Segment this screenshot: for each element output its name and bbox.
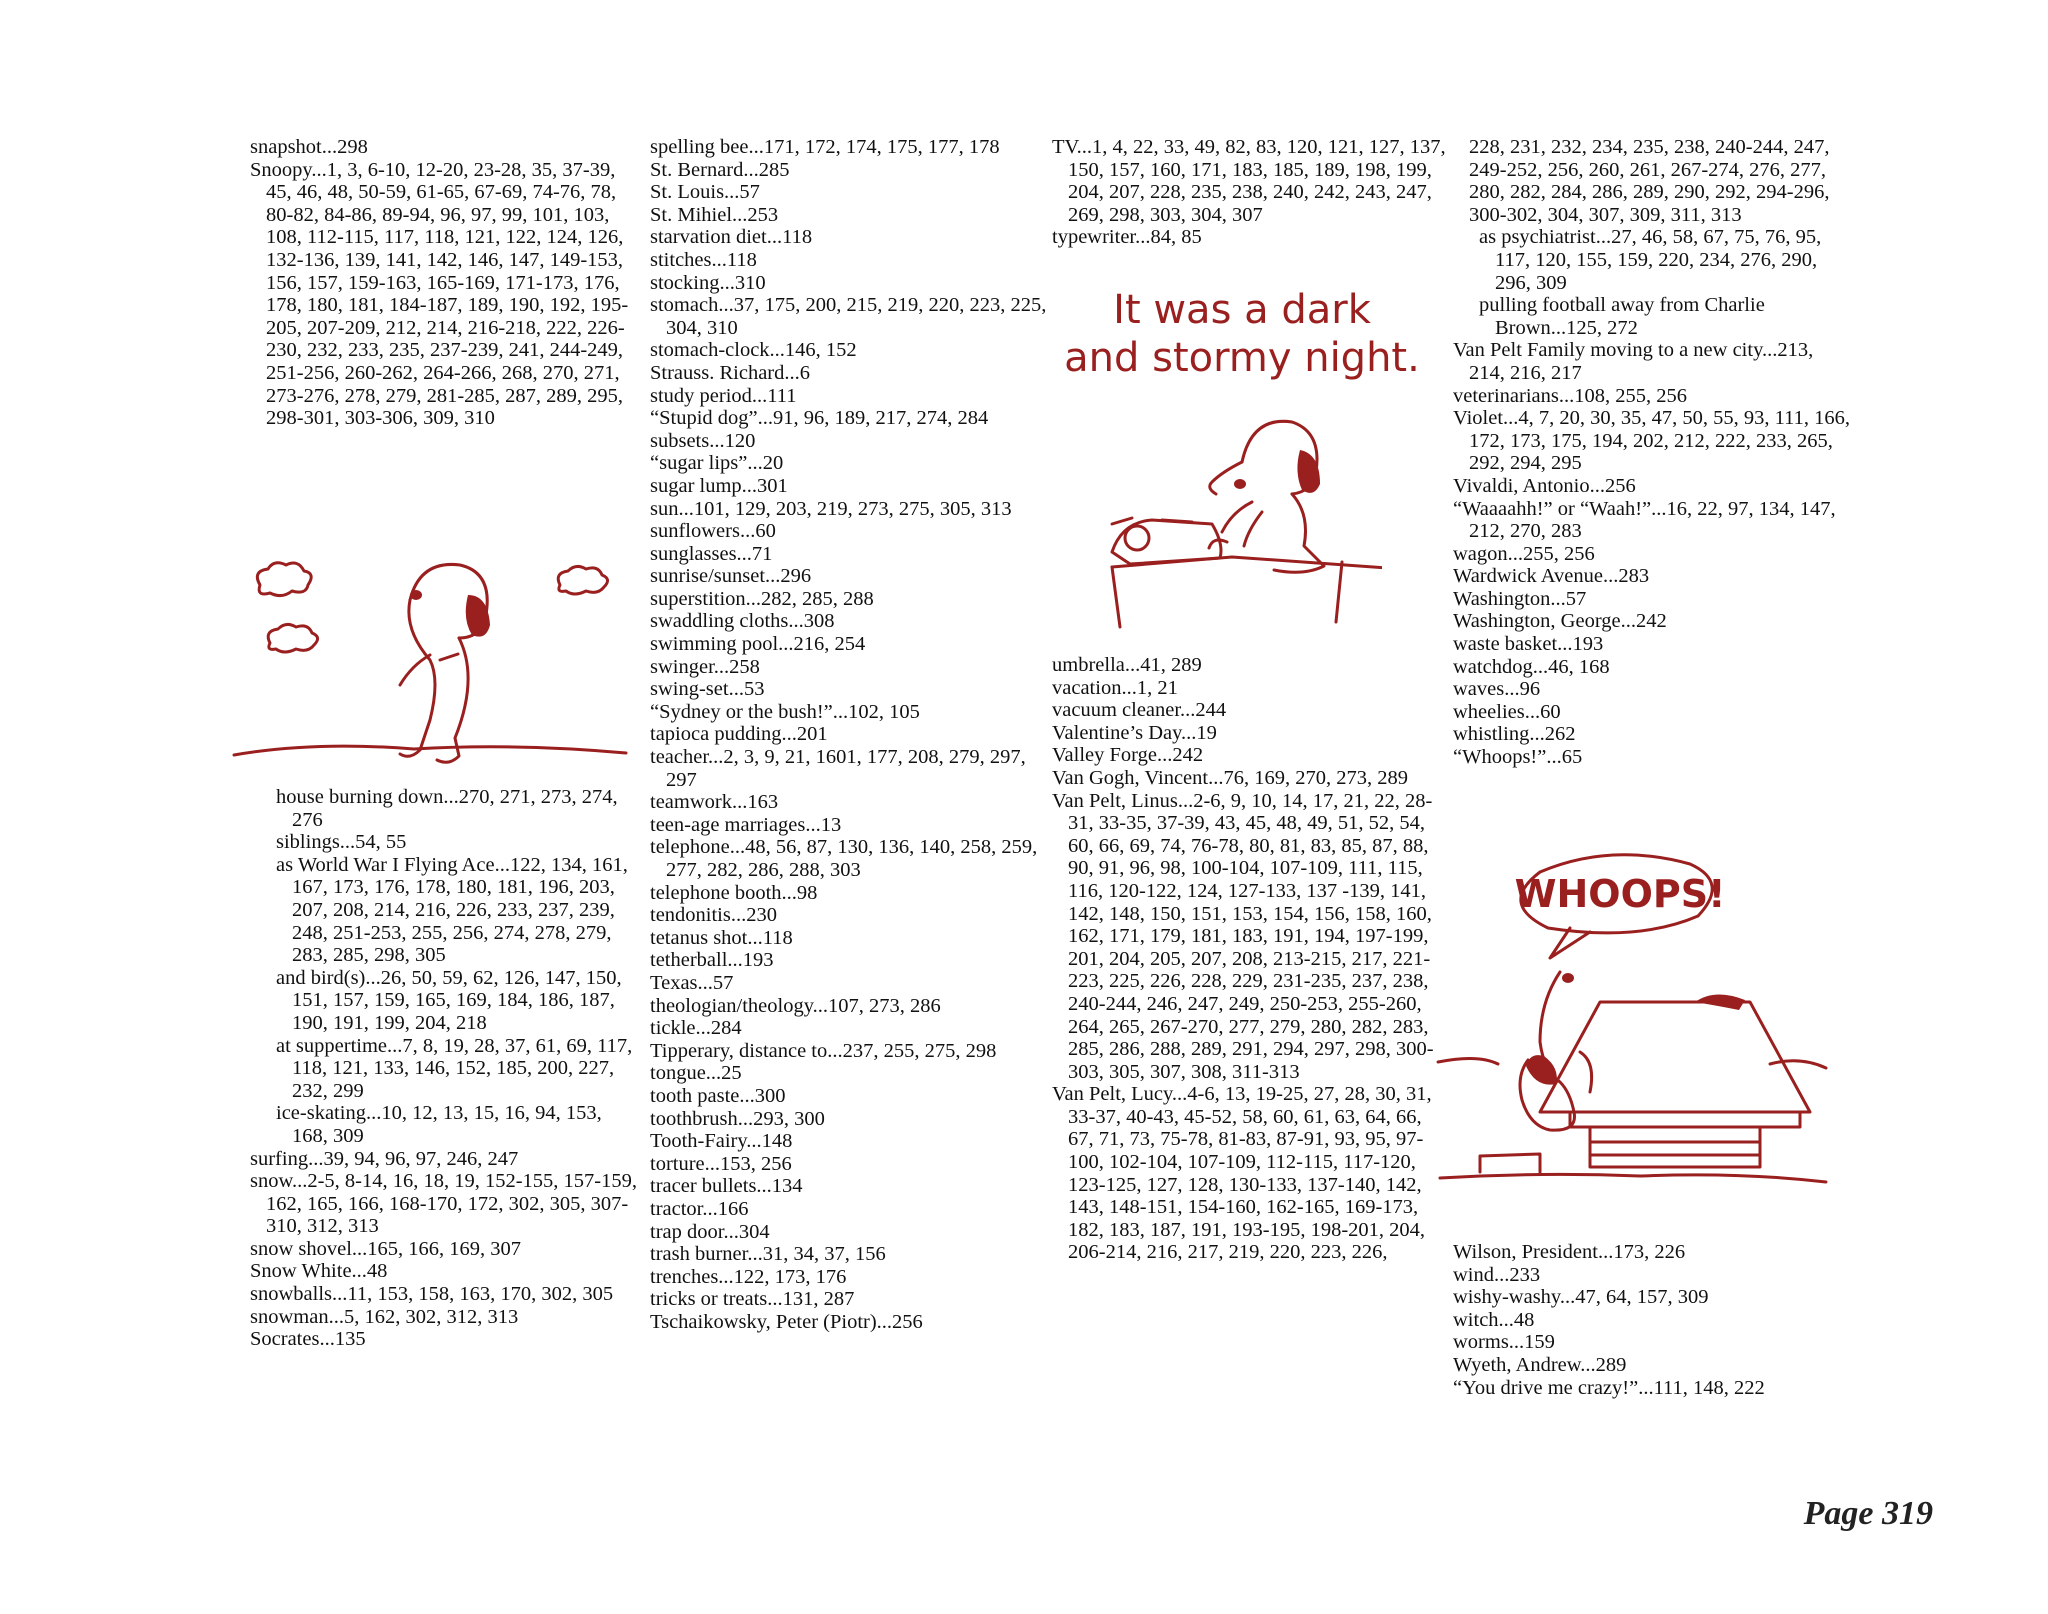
index-column-4-top — [1453, 136, 1853, 769]
index-entry: surfing...39, 94, 96, 97, 246, 247 — [250, 1147, 519, 1170]
index-entry: telephone...48, 56, 87, 130, 136, 140, 258, 259, 277, 282, 286, 288, 303 — [650, 836, 1038, 881]
index-entry: TV...1, 4, 22, 33, 49, 82, 83, 120, 121, 127, 137, 150, 157, 160, 171, 183, 185, 189, 198, 199, 204, 207, 228, 235, 238, 240, 242, 243, 247, 269, 298, 303, 304, 307 — [1052, 136, 1446, 226]
ground-line — [1440, 1174, 1826, 1182]
index-entry: Tooth-Fairy...148 — [650, 1130, 793, 1153]
index-entry: trash burner...31, 34, 37, 156 — [650, 1243, 886, 1266]
index-subentry: siblings...54, 55 — [276, 831, 407, 854]
index-entry: teamwork...163 — [650, 791, 779, 814]
index-entry: snowman...5, 162, 302, 312, 313 — [250, 1305, 519, 1328]
index-entry: 228, 231, 232, 234, 235, 238, 240-244, 247, 249-252, 256, 260, 261, 267-274, 276, 277, 280, 282, 284, 286, 289, 290, 292, 294-296, 300-302, 304, 307, 309, 311, 313 — [1469, 136, 1830, 226]
index-entry: telephone booth...98 — [650, 881, 818, 904]
index-entry: “You drive me crazy!”...111, 148, 222 — [1453, 1376, 1765, 1399]
index-entry: Tschaikowsky, Peter (Piotr)...256 — [650, 1310, 923, 1333]
woodstock-nest — [1695, 994, 1745, 1010]
index-entry: worms...159 — [1453, 1331, 1555, 1354]
index-entry: tickle...284 — [650, 1017, 742, 1040]
caption-line-1: It was a dark — [1113, 287, 1371, 333]
index-entry: Tipperary, distance to...237, 255, 275, 298 — [650, 1039, 997, 1062]
index-entry: wind...233 — [1453, 1263, 1541, 1286]
index-entry: snow...2-5, 8-14, 16, 18, 19, 152-155, 157-159, 162, 165, 166, 168-170, 172, 302, 305, 307-310, 312, 313 — [250, 1170, 638, 1238]
index-entry: “Whoops!”...65 — [1453, 746, 1583, 769]
index-entry: Vivaldi, Antonio...256 — [1453, 474, 1636, 497]
snoopy-ear — [1526, 1055, 1557, 1085]
index-column-1-bottom — [250, 786, 640, 1351]
index-entry: trenches...122, 173, 176 — [650, 1265, 847, 1288]
index-entry: spelling bee...171, 172, 174, 175, 177, 178 — [650, 136, 1000, 158]
index-entry: Washington...57 — [1453, 587, 1587, 610]
index-entry: “Stupid dog”...91, 96, 189, 217, 274, 284 — [650, 407, 989, 430]
index-entry: superstition...282, 285, 288 — [650, 587, 874, 610]
index-entry: Van Gogh, Vincent...76, 169, 270, 273, 289 — [1052, 766, 1408, 789]
index-entry: stocking...310 — [650, 271, 766, 294]
index-entry: study period...111 — [650, 384, 797, 407]
index-entry: stomach...37, 175, 200, 215, 219, 220, 223, 225, 304, 310 — [650, 294, 1047, 339]
index-entry: theologian/theology...107, 273, 286 — [650, 994, 941, 1017]
index-subentry: ice-skating...10, 12, 13, 15, 16, 94, 153, 168, 309 — [276, 1102, 602, 1147]
index-entry: Van Pelt, Linus...2-6, 9, 10, 14, 17, 21, 22, 28-31, 33-35, 37-39, 43, 45, 48, 49, 51, 52, 54, 60, 66, 69, 74, 76-78, 80, 81, 83, 85, 87, 88, 90, 91, 96, 98, 100-104, 107-109, 111, 115, 116, 120-122, 124, 127-133, 137 -139, 141, 142, 148, 150, 151, 153, 154, 156, 158, 160, 162, 171, 179, 181, 183, 191, 194, 197-199, 201, 204, 205, 207, 208, 213-215, 217, 221-223, 225, 226, 228, 229, 231-235, 237, 238, 240-244, 246, 247, 249, 250-253, 255-260, 264, 265, 267-270, 277, 279, 280, 282, 283, 285, 286, 288, 289, 291, 294, 297, 298, 300-303, 305, 307, 308, 311-313 — [1052, 789, 1434, 1083]
typewriter-icon — [1112, 520, 1221, 564]
index-entry: Wardwick Avenue...283 — [1453, 565, 1650, 588]
index-entry: whistling...262 — [1453, 723, 1576, 746]
index-entry: snapshot...298 — [250, 136, 368, 158]
index-entry: snow shovel...165, 166, 169, 307 — [250, 1237, 522, 1260]
index-entry: Violet...4, 7, 20, 30, 35, 47, 50, 55, 93, 111, 166, 172, 173, 175, 194, 202, 212, 222, 233, 265, 292, 294, 295 — [1453, 407, 1850, 475]
index-entry: St. Mihiel...253 — [650, 203, 779, 226]
index-entry: starvation diet...118 — [650, 226, 813, 249]
index-entry: sunflowers...60 — [650, 520, 776, 543]
index-entry: “Sydney or the bush!”...102, 105 — [650, 700, 920, 723]
index-entry: teen-age marriages...13 — [650, 813, 842, 836]
cloud-right — [558, 566, 607, 594]
index-entry: Snow White...48 — [250, 1260, 388, 1283]
index-entry: swing-set...53 — [650, 678, 765, 701]
index-entry: sunglasses...71 — [650, 542, 773, 565]
index-entry: wishy-washy...47, 64, 157, 309 — [1453, 1286, 1709, 1309]
index-subentry: as psychiatrist...27, 46, 58, 67, 75, 76, 95, 117, 120, 155, 159, 220, 234, 276, 290, 296, 309 — [1479, 226, 1822, 294]
index-entry: waves...96 — [1453, 678, 1541, 701]
index-entry: Valentine’s Day...19 — [1052, 721, 1217, 744]
index-entry: watchdog...46, 168 — [1453, 655, 1610, 678]
index-entry: Van Pelt, Lucy...4-6, 13, 19-25, 27, 28, 30, 31, 33-37, 40-43, 45-52, 58, 60, 61, 63, 64, 66, 67, 71, 73, 75-78, 81-83, 87-91, 93, 95, 97-100, 102-104, 107-109, 112-115, 117-120, 123-125, 127, 128, 130-133, 137-140, 142, 143, 148-151, 154-160, 162-165, 169-173, 182, 183, 187, 191, 193-195, 198-201, 204, 206-214, 216, 217, 219, 220, 223, 226, — [1052, 1083, 1432, 1264]
index-entry: swimming pool...216, 254 — [650, 633, 866, 656]
index-entry: snowballs...11, 153, 158, 163, 170, 302, 305 — [250, 1283, 614, 1306]
index-subentry: at suppertime...7, 8, 19, 28, 37, 61, 69, 117, 118, 121, 133, 146, 152, 185, 200, 227, 232, 299 — [276, 1034, 633, 1102]
dark-and-stormy-night-caption — [1052, 286, 1432, 382]
index-subentry: as World War I Flying Ace...122, 134, 161, 167, 173, 176, 178, 180, 181, 196, 203, 207, 208, 214, 216, 226, 233, 237, 239, 248, 251-253, 255, 256, 274, 278, 279, 283, 285, 298, 305 — [276, 853, 628, 967]
index-entry: stitches...118 — [650, 248, 757, 271]
index-entry: tricks or treats...131, 287 — [650, 1288, 855, 1311]
index-entry: swaddling cloths...308 — [650, 610, 835, 633]
index-entry: tongue...25 — [650, 1062, 742, 1085]
ground-line — [234, 746, 626, 755]
index-entry: Strauss. Richard...6 — [650, 361, 810, 384]
index-entry: typewriter...84, 85 — [1052, 226, 1202, 249]
whoops-doghouse-illustration — [1430, 852, 1830, 1227]
page-number: Page 319 — [1803, 1495, 1933, 1532]
index-entry: swinger...258 — [650, 655, 760, 678]
index-entry: tracer bullets...134 — [650, 1175, 803, 1198]
index-entry: wagon...255, 256 — [1453, 542, 1595, 565]
index-entry: “sugar lips”...20 — [650, 452, 784, 475]
index-entry: Texas...57 — [650, 971, 734, 994]
index-entry: toothbrush...293, 300 — [650, 1107, 825, 1130]
snoopy-typewriter-illustration — [1052, 392, 1382, 642]
index-entry: Wilson, President...173, 226 — [1453, 1241, 1686, 1263]
snoopy-nose — [410, 590, 422, 600]
index-entry: trap door...304 — [650, 1220, 770, 1243]
index-entry: tetherball...193 — [650, 949, 774, 972]
index-entry: Socrates...135 — [250, 1328, 366, 1351]
index-column-4-bottom — [1453, 1241, 1853, 1399]
index-entry: tooth paste...300 — [650, 1084, 786, 1107]
snoopy-nose — [1234, 479, 1246, 489]
index-entry: Snoopy...1, 3, 6-10, 12-20, 23-28, 35, 37-39, 45, 46, 48, 50-59, 61-65, 67-69, 74-76, 78, 80-82, 84-86, 89-94, 96, 97, 99, 101, 103, 108, 112-115, 117, 118, 121, 122, 124, 126, 132-136, 139, 141, 142, 146, 147, 149-153, 156, 157, 159-163, 165-169, 171-173, 176, 178, 180, 181, 184-187, 189, 190, 192, 195-205, 207-209, 212, 214, 216-218, 222, 226-230, 232, 233, 235, 237-239, 241, 244-249, 251-256, 260-262, 264-266, 268, 270, 271, 273-276, 278, 279, 281-285, 287, 289, 295, 298-301, 303-306, 309, 310 — [250, 158, 629, 430]
index-entry: waste basket...193 — [1453, 633, 1604, 656]
index-entry: “Waaaahh!” or “Waah!”...16, 22, 97, 134, 147, 212, 270, 283 — [1453, 497, 1836, 543]
index-entry: Van Pelt Family moving to a new city...213, 214, 216, 217 — [1453, 339, 1814, 384]
index-entry: Washington, George...242 — [1453, 610, 1667, 633]
index-entry: sugar lump...301 — [650, 474, 788, 497]
index-entry: St. Louis...57 — [650, 181, 760, 204]
index-subentry: pulling football away from Charlie Brown...125, 272 — [1479, 294, 1765, 339]
index-entry: tapioca pudding...201 — [650, 723, 828, 746]
cloud-lower — [268, 624, 317, 652]
index-subentry: and bird(s)...26, 50, 59, 62, 126, 147, 150, 151, 157, 159, 165, 169, 184, 186, 187, 190, 191, 199, 204, 218 — [276, 966, 622, 1034]
doghouse — [1540, 1002, 1810, 1112]
index-entry: subsets...120 — [650, 429, 756, 452]
index-entry: stomach-clock...146, 152 — [650, 339, 857, 362]
index-entry: witch...48 — [1453, 1308, 1535, 1331]
caption-line-2: and stormy night. — [1064, 335, 1420, 381]
index-entry: teacher...2, 3, 9, 21, 1601, 177, 208, 279, 297, 297 — [650, 746, 1026, 791]
index-entry: torture...153, 256 — [650, 1152, 792, 1175]
index-column-3-top — [1052, 136, 1452, 249]
index-entry: veterinarians...108, 255, 256 — [1453, 384, 1687, 407]
index-entry: tetanus shot...118 — [650, 926, 793, 949]
cloud-left — [257, 563, 311, 596]
index-entry: sunrise/sunset...296 — [650, 565, 812, 588]
index-subentry: house burning down...270, 271, 273, 274, 276 — [276, 786, 618, 831]
index-entry: tractor...166 — [650, 1197, 749, 1220]
index-column-3-bottom — [1052, 654, 1452, 1264]
index-entry: St. Bernard...285 — [650, 158, 790, 181]
index-entry: sun...101, 129, 203, 219, 273, 275, 305, 313 — [650, 497, 1012, 520]
index-entry: vacation...1, 21 — [1052, 676, 1178, 699]
index-entry: Valley Forge...242 — [1052, 744, 1204, 767]
whoops-lettering: WHOOPS! — [1514, 872, 1726, 916]
snoopy-walking-illustration — [230, 545, 630, 775]
index-entry: wheelies...60 — [1453, 700, 1561, 723]
index-entry: tendonitis...230 — [650, 904, 777, 927]
snoopy-nose — [1562, 973, 1574, 983]
index-column-1-top — [250, 136, 640, 430]
index-entry: Wyeth, Andrew...289 — [1453, 1353, 1627, 1376]
index-entry: vacuum cleaner...244 — [1052, 699, 1227, 722]
index-entry: umbrella...41, 289 — [1052, 654, 1202, 676]
index-column-2 — [650, 136, 1050, 1333]
